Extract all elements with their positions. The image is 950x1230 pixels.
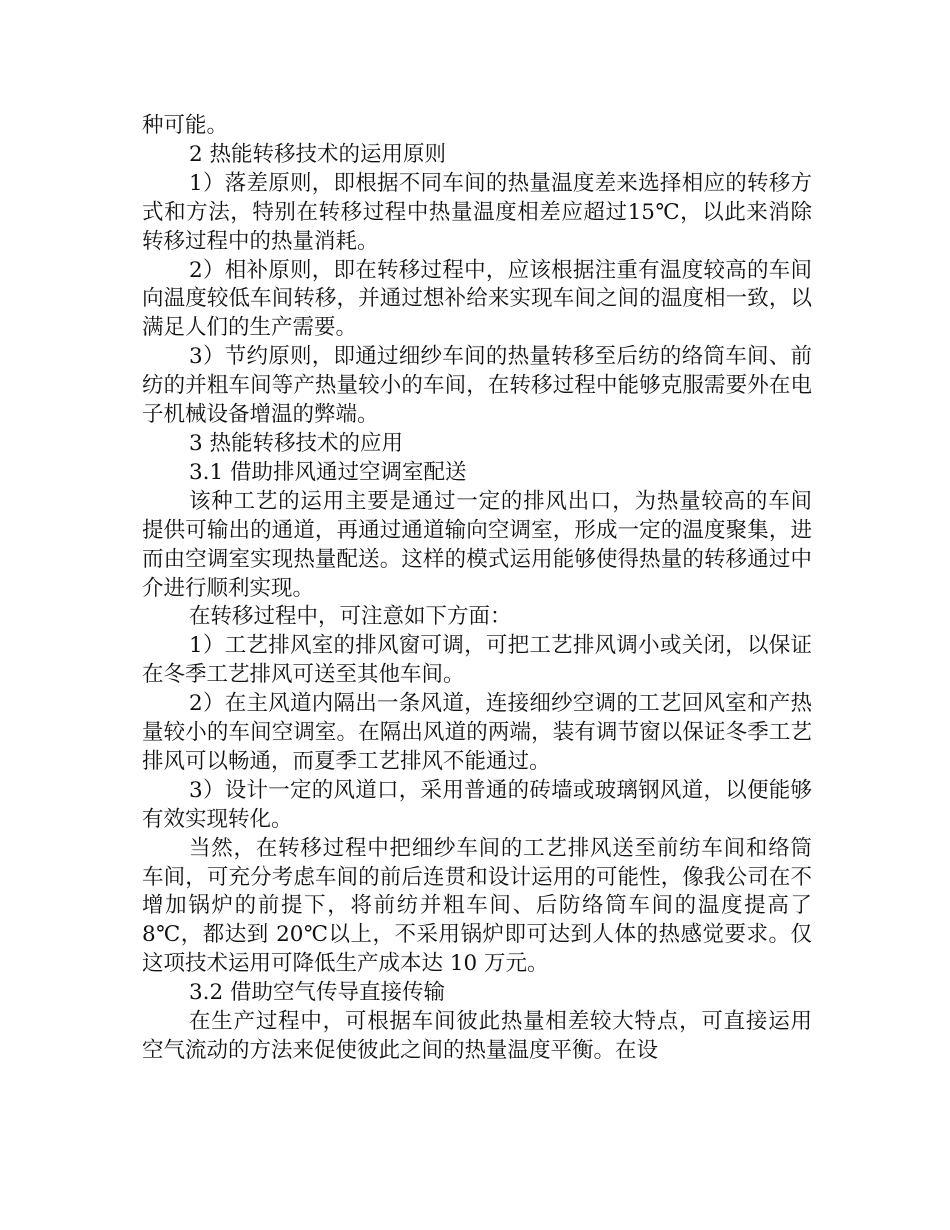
subsection-heading-3-2: 3.2 借助空气传导直接传输 [189,980,446,1006]
document-page [142,112,812,1066]
paragraph: 2）在主风道内隔出一条风道，连接细纱空调的工艺回风室和产热量较小的车间空调室。在隔出风道的两端，装有调节窗以保证冬季工艺排风可以畅通，而夏季工艺排风不能通过。 [142,691,812,774]
paragraph-continuation: 种可能。 [142,113,229,138]
section-heading-3: 3 热能转移技术的应用 [189,430,404,456]
subsection-heading-3-1: 3.1 借助排风通过空调室配送 [189,459,467,485]
paragraph: 1）工艺排风室的排风窗可调，可把工艺排风调小或关闭，以保证在冬季工艺排风可送至其他车间。 [142,633,812,688]
paragraph: 1）落差原则，即根据不同车间的热量温度差来选择相应的转移方式和方法，特别在转移过程中热量温度相差应超过15℃，以此来消除转移过程中的热量消耗。 [142,170,812,254]
paragraph: 当然，在转移过程中把细纱车间的工艺排风送至前纺车间和络筒车间，可充分考虑车间的前后连贯和设计运用的可能性，像我公司在不增加锅炉的前提下，将前纺并粗车间、后防络筒车间的温度提高了 8℃，都达到 20℃以上，不采用锅炉即可达到人体的热感觉要求。仅这项技术运用可降低生产成本达 10 万元。 [142,835,812,977]
paragraph: 3）设计一定的风道口，采用普通的砖墙或玻璃钢风道，以便能够有效实现转化。 [142,777,812,832]
paragraph: 2）相补原则，即在转移过程中，应该根据注重有温度较高的车间向温度较低车间转移，并通过想补给来实现车间之间的温度相一致，以满足人们的生产需要。 [142,257,812,341]
paragraph: 该种工艺的运用主要是通过一定的排风出口，为热量较高的车间提供可输出的通道，再通过通道输向空调室，形成一定的温度聚集，进而由空调室实现热量配送。这样的模式运用能够使得热量的转移通过中介进行顺利实现。 [142,488,812,601]
paragraph: 3）节约原则，即通过细纱车间的热量转移至后纺的络筒车间、前纺的并粗车间等产热量较小的车间，在转移过程中能够克服需要外在电子机械设备增温的弊端。 [142,344,812,428]
paragraph: 在生产过程中，可根据车间彼此热量相差较大特点，可直接运用空气流动的方法来促使彼此之间的热量温度平衡。在设 [142,1009,812,1063]
paragraph: 在转移过程中，可注意如下方面： [189,604,512,630]
section-heading-2: 2 热能转移技术的运用原则 [189,141,447,167]
